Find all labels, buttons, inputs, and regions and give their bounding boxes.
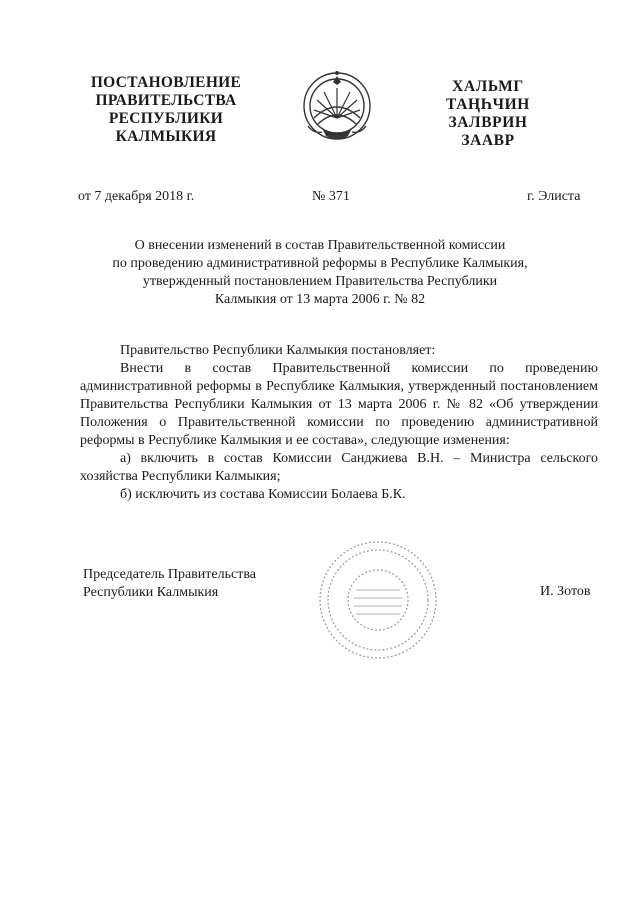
header-line: ЗААВР xyxy=(461,132,515,149)
official-stamp-icon xyxy=(316,538,440,662)
title-line: О внесении изменений в состав Правительственной комиссии xyxy=(134,238,506,253)
signatory-title xyxy=(83,566,256,602)
body-lead: Правительство Республики Калмыкия постановляет: xyxy=(120,343,436,358)
body-item-a: а) включить в состав Комиссии Санджиева В.Н. – Министра сельского хозяйства Республики Калмыкия; xyxy=(80,451,598,484)
header-kalmyk xyxy=(418,78,558,150)
title-line: утвержденный постановлением Правительства Республики xyxy=(142,274,498,289)
document-body xyxy=(80,342,598,504)
header-russian xyxy=(76,74,256,146)
signatory-title-line: Председатель Правительства xyxy=(83,567,256,582)
document-city: г. Элиста xyxy=(527,189,581,204)
body-item-b: б) исключить из состава Комиссии Болаева Б.К. xyxy=(120,487,406,502)
header-line: ЗАЛВРИН xyxy=(448,114,528,131)
signatory-name: И. Зотов xyxy=(540,584,591,599)
kalmykia-coat-of-arms-icon xyxy=(300,66,374,146)
title-line: Калмыкия от 13 марта 2006 г. № 82 xyxy=(214,292,426,307)
document-title xyxy=(100,237,540,309)
header-line: ХАЛЬМГ xyxy=(452,78,524,95)
document-date: от 7 декабря 2018 г. xyxy=(78,189,195,204)
body-main-paragraph: Внести в состав Правительственной комиссии по проведению административной реформы в Республике Калмыкия, утвержденный постановлением Правительства Республики Калмыкия от 13 марта 2006 г. № 82 «Об утверждении Положения о Правительственной комиссии по проведению административной реформы в Республике Калмыкия и ее состава», следующие изменения: xyxy=(80,361,598,448)
header-line: ПОСТАНОВЛЕНИЕ xyxy=(90,74,242,91)
header-line: РЕСПУБЛИКИ xyxy=(108,110,224,127)
header-line: КАЛМЫКИЯ xyxy=(115,128,217,145)
title-line: по проведению административной реформы в Республике Калмыкия, xyxy=(112,256,528,271)
document-number: № 371 xyxy=(312,189,350,204)
header-line: ПРАВИТЕЛЬСТВА xyxy=(95,92,237,109)
header-line: ТАҢҺЧИН xyxy=(446,96,530,113)
signatory-title-line: Республики Калмыкия xyxy=(83,585,219,600)
